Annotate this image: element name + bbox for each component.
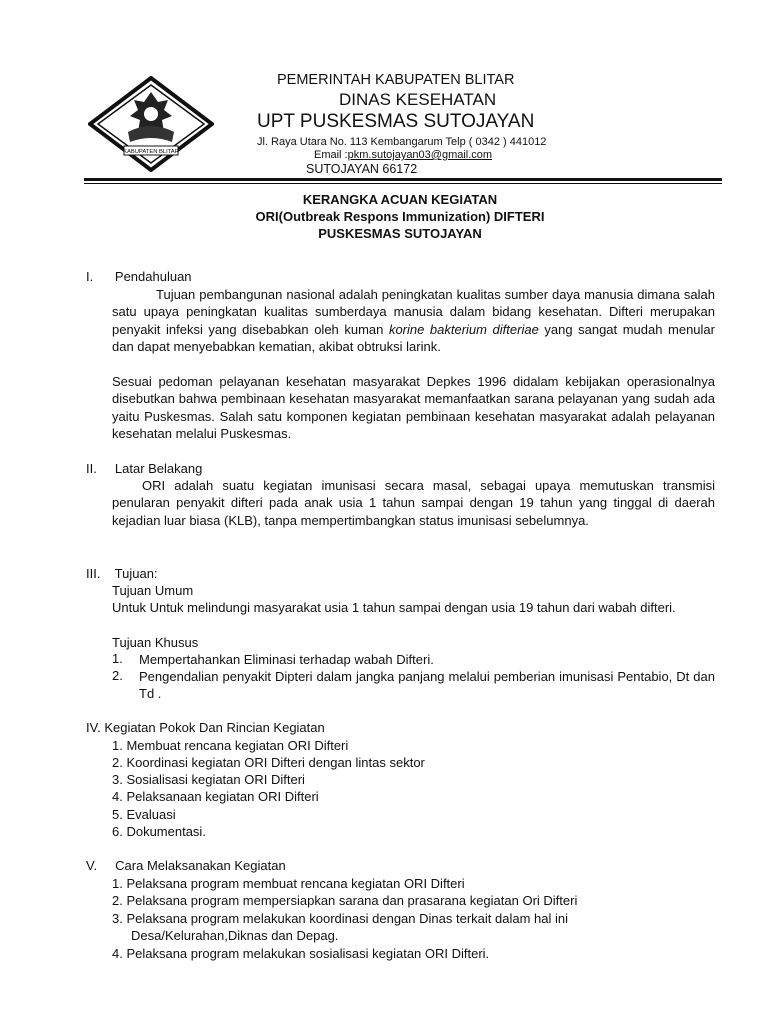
document-title-line2: ORI(Outbreak Respons Immunization) DIFTERI (255, 209, 545, 224)
specific-objective-number: 1. (112, 651, 123, 666)
section-4-heading: IV. Kegiatan Pokok Dan Rincian Kegiatan (86, 720, 325, 735)
method-list-item: 4. Pelaksana program melakukan sosialisasi kegiatan ORI Difteri. (112, 946, 490, 961)
activity-list-item: 5. Evaluasi (112, 807, 176, 822)
activity-list-item: 1. Membuat rencana kegiatan ORI Difteri (112, 738, 349, 753)
letterhead-divider-thin (84, 183, 722, 184)
specific-objective-item: Mempertahankan Eliminasi terhadap wabah Difteri. (139, 652, 434, 667)
department-name: DINAS KESEHATAN (339, 90, 497, 109)
activity-list-item: 4. Pelaksanaan kegiatan ORI Difteri (112, 789, 319, 804)
specific-objective-item: Pengendalian penyakit Dipteri dalam jangka panjang melalui pemberian imunisasi Pentabio, Dt dan Td . (139, 669, 715, 702)
method-list-item: 1. Pelaksana program membuat rencana kegiatan ORI Difteri (112, 876, 465, 891)
activity-list-item: 3. Sosialisasi kegiatan ORI Difteri (112, 772, 305, 787)
email-label: Email : (314, 149, 348, 161)
email-link[interactable]: pkm.sutojayan03@gmail.com (347, 149, 493, 161)
activity-list-item: 2. Koordinasi kegiatan ORI Difteri dengan lintas sektor (112, 755, 425, 770)
city-postal: SUTOJAYAN 66172 (306, 162, 418, 176)
section-3-heading: III. Tujuan: (86, 566, 158, 581)
section-5-heading: V. Cara Melaksanakan Kegiatan (86, 858, 286, 873)
activity-list-item: 6. Dokumentasi. (112, 824, 206, 839)
unit-name: UPT PUSKESMAS SUTOJAYAN (257, 111, 535, 132)
kabupaten-blitar-emblem-icon (88, 76, 214, 172)
general-objective-text: Untuk Untuk melindungi masyarakat usia 1 tahun sampai dengan usia 19 tahun dari wabah difteri. (112, 600, 676, 615)
method-list-item: 3. Pelaksana program melakukan koordinasi dengan Dinas terkait dalam hal ini (112, 911, 568, 926)
section-1-paragraph-2: Sesuai pedoman pelayanan kesehatan masyarakat Depkes 1996 didalam kebijakan operasionalnya disebutkan bahwa pembinaan kesehatan masyarakat memanfaatkan sarana pelayanan yang sudah ada yaitu Puskesmas. Salah satu komponen kegiatan pembinaan kesehatan masyarakat adalah pelayanan kesehatan melalui Puskesmas. (112, 374, 715, 442)
method-list-item-continuation: Desa/Kelurahan,Diknas dan Depag. (131, 928, 339, 943)
letterhead-divider-thick (84, 178, 722, 181)
document-title-line3: PUSKESMAS SUTOJAYAN (318, 226, 482, 241)
logo-caption: KABUPATEN BLITAR (123, 149, 179, 155)
general-objective-label: Tujuan Umum (112, 583, 194, 598)
address: Jl. Raya Utara No. 113 Kembangarum Telp ( 0342 ) 441012 (257, 136, 547, 148)
government-name: PEMERINTAH KABUPATEN BLITAR (277, 72, 515, 88)
email-line (314, 149, 492, 161)
method-list-item: 2. Pelaksana program mempersiapkan sarana dan prasarana kegiatan Ori Difteri (112, 893, 578, 908)
specific-objective-number: 2. (112, 668, 123, 683)
section-1-paragraph-1: Tujuan pembangunan nasional adalah peningkatan kualitas sumber daya manusia dimana salah satu upaya peningkatan kualitas sumberdaya manusia dalam bidang kesehatan. Difteri merupakan penyakit infeksi yang disebabkan oleh kuman korine bakterium difteriae yang sangat mudah menular dan dapat menyebabkan kematian, akibat obtruksi larink. (112, 287, 715, 355)
section-2-paragraph: ORI adalah suatu kegiatan imunisasi secara masal, sebagai upaya memutuskan transmisi penularan penyakit difteri pada anak usia 1 tahun sampai dengan 19 tahun yang tinggal di daerah kejadian luar biasa (KLB), tanpa mempertimbangkan status imunisasi sebelumnya. (112, 478, 715, 528)
section-2-heading: II. Latar Belakang (86, 461, 203, 476)
document-title-line1: KERANGKA ACUAN KEGIATAN (302, 192, 498, 207)
section-1-heading: I. Pendahuluan (86, 269, 192, 284)
specific-objective-label: Tujuan Khusus (112, 635, 199, 650)
